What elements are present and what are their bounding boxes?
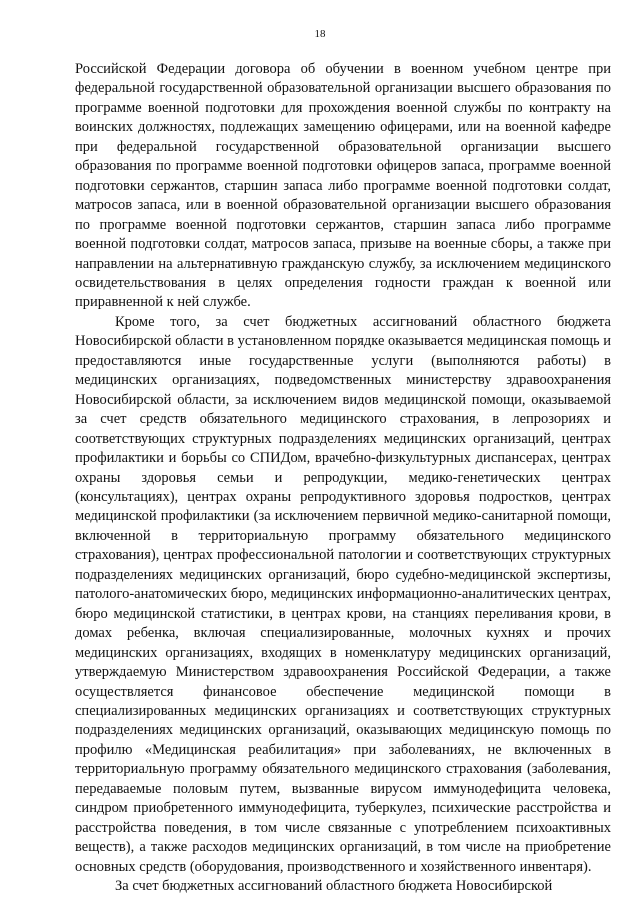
page-number: 18 (314, 28, 326, 40)
paragraph-budget-start: За счет бюджетных ассигнований областного бюджета Новосибирской (115, 878, 553, 895)
paragraph-additional-funding: Кроме того, за счет бюджетных ассигнований областного бюджета Новосибирской области в установленном порядке оказывается медицинская помощь и предоставляются иные государственные услуги (выполняются работы) в медицинских организациях, подведомственных министерству здравоохранения Новосибирской области, за исключением видов медицинской помощи, оказываемой за счет средств обязательного медицинского страхования, в лепрозориях и соответствующих структурных подразделениях медицинских организаций, центрах профилактики и борьбы со СПИДом, врачебно-физкультурных диспансерах, центрах охраны здоровья семьи и репродукции, медико-генетических центрах (консультациях), центрах охраны репродуктивного здоровья подростков, центрах медицинской профилактики (за исключением первичной медико-санитарной помощи, включенной в территориальную программу обязательного медицинского страхования), центрах профессиональной патологии и соответствующих структурных подразделениях медицинских организаций, бюро судебно-медицинской экспертизы, патолого-анатомических бюро, медицинских информационно-аналитических центрах, бюро медицинской статистики, в центрах крови, на станциях переливания крови, в домах ребенка, включая специализированные, молочных кухнях и прочих медицинских организациях, входящих в номенклатуру медицинских организаций, утверждаемую Министерством здравоохранения Российской Федерации, а также осуществляется финансовое обеспечение медицинской помощи в специализированных медицинских организациях и соответствующих структурных подразделениях медицинских организаций, оказывающих медицинскую помощь по профилю «Медицинская реабилитация» при заболеваниях, не включенных в территориальную программу обязательного медицинского страхования (заболевания, передаваемые половым путем, вызванные вирусом иммунодефицита человека, синдром приобретенного иммунодефицита, туберкулез, психические расстройства и расстройства поведения, в том числе связанные с употреблением психоактивных веществ), а также расходов медицинских организаций, в том числе на приобретение основных средств (оборудования, производственного и хозяйственного инвентаря). (75, 313, 611, 875)
body-text (75, 60, 611, 896)
paragraph-continuation: Российской Федерации договора об обучении в военном учебном центре при федеральной государственной образовательной организации высшего образования по программе военной подготовки для прохождения военной службы по контракту на воинских должностях, подлежащих замещению офицерами, или на военной кафедре при федеральной государственной образовательной организации высшего образования по программе военной подготовки офицеров запаса, программе военной подготовки сержантов, старшин запаса либо программе военной подготовки солдат, матросов запаса, или в военной образовательной организации высшего образования по программе военной подготовки сержантов, старшин запаса либо программе военной подготовки солдат, матросов запаса, призыве на военные сборы, а также при направлении на альтернативную гражданскую службу, за исключением медицинского освидетельствования в целях определения годности граждан к военной или приравненной к ней службе. (75, 61, 611, 311)
